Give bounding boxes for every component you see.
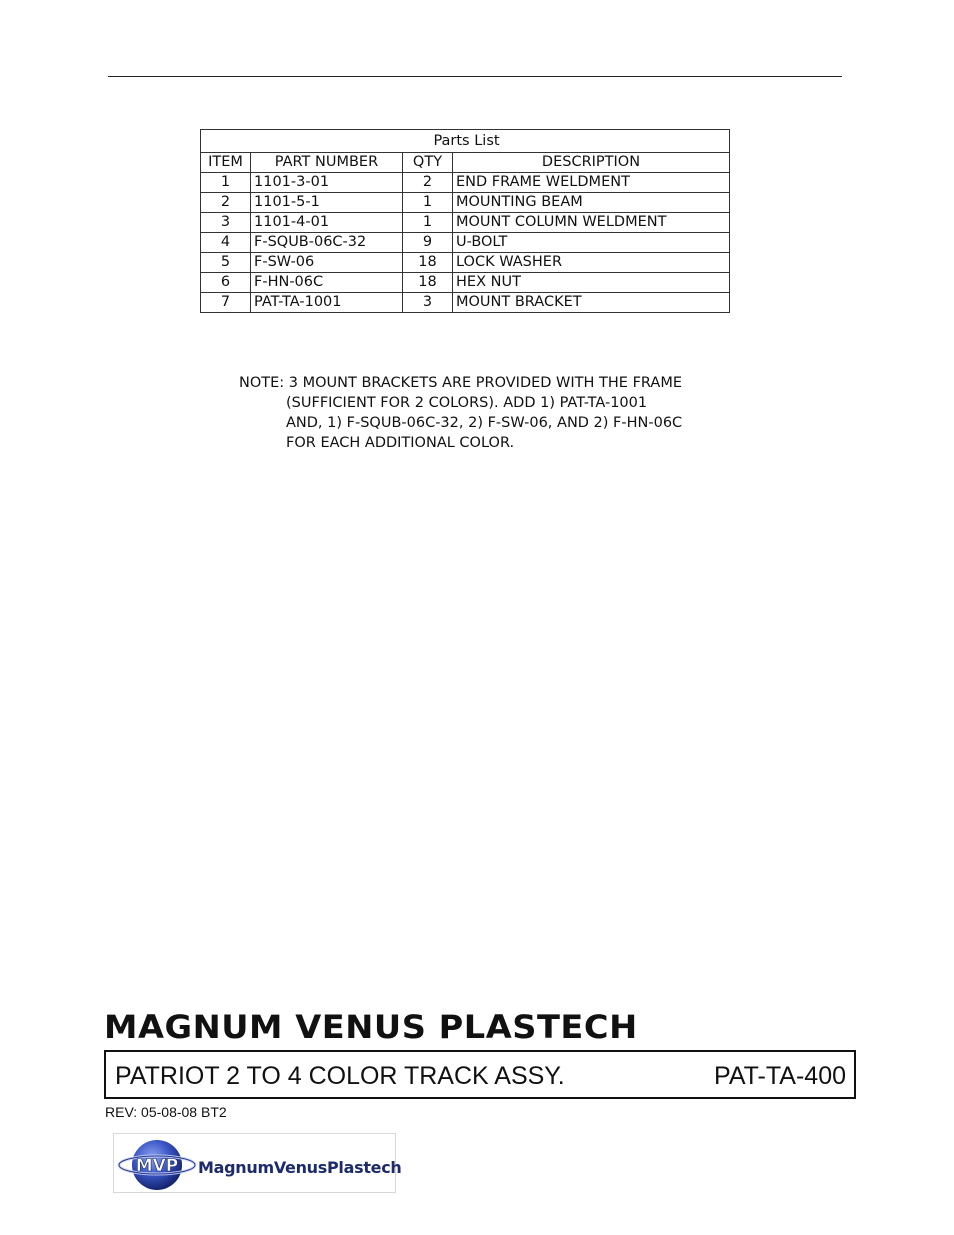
item-cell: 4	[201, 233, 251, 253]
note-line: (SUFFICIENT FOR 2 COLORS). ADD 1) PAT-TA-1001	[286, 395, 648, 411]
part-number-cell: F-HN-06C	[251, 273, 403, 293]
item-cell: 6	[201, 273, 251, 293]
qty-cell: 3	[403, 293, 453, 313]
qty-cell: 18	[403, 273, 453, 293]
item-cell: 5	[201, 253, 251, 273]
description-cell: U-BOLT	[453, 233, 730, 253]
note-line: NOTE: 3 MOUNT BRACKETS ARE PROVIDED WITH THE FRAME	[239, 375, 682, 391]
title-block	[104, 1050, 856, 1099]
part-number-cell: 1101-5-1	[251, 193, 403, 213]
table-row	[201, 233, 730, 253]
table-row	[201, 173, 730, 193]
item-cell: 2	[201, 193, 251, 213]
part-number-cell: F-SQUB-06C-32	[251, 233, 403, 253]
qty-cell: 9	[403, 233, 453, 253]
assembly-title: PATRIOT 2 TO 4 COLOR TRACK ASSY.	[115, 1062, 565, 1090]
company-name: MAGNUM VENUS PLASTECH	[104, 1008, 638, 1046]
qty-cell: 1	[403, 193, 453, 213]
parts-list-header-row	[201, 153, 730, 173]
part-number-cell: 1101-3-01	[251, 173, 403, 193]
column-header-item: ITEM	[201, 153, 251, 173]
item-cell: 7	[201, 293, 251, 313]
header-rule	[108, 76, 842, 77]
column-header-description: DESCRIPTION	[453, 153, 730, 173]
column-header-qty: QTY	[403, 153, 453, 173]
item-cell: 1	[201, 173, 251, 193]
description-cell: HEX NUT	[453, 273, 730, 293]
note-line: FOR EACH ADDITIONAL COLOR.	[286, 435, 515, 451]
assembly-note	[239, 373, 739, 453]
qty-cell: 2	[403, 173, 453, 193]
description-cell: END FRAME WELDMENT	[453, 173, 730, 193]
item-cell: 3	[201, 213, 251, 233]
column-header-part-number: PART NUMBER	[251, 153, 403, 173]
assembly-part-number: PAT-TA-400	[714, 1062, 846, 1090]
table-row	[201, 193, 730, 213]
part-number-cell: 1101-4-01	[251, 213, 403, 233]
part-number-cell: F-SW-06	[251, 253, 403, 273]
note-line: AND, 1) F-SQUB-06C-32, 2) F-SW-06, AND 2) F-HN-06C	[286, 415, 683, 431]
revision-label: REV: 05-08-08 BT2	[105, 1104, 227, 1120]
table-row	[201, 293, 730, 313]
parts-list-title: Parts List	[201, 130, 730, 153]
mvp-globe-icon	[117, 1136, 197, 1192]
description-cell: LOCK WASHER	[453, 253, 730, 273]
description-cell: MOUNT COLUMN WELDMENT	[453, 213, 730, 233]
parts-list-title-row	[201, 130, 730, 153]
part-number-cell: PAT-TA-1001	[251, 293, 403, 313]
qty-cell: 18	[403, 253, 453, 273]
logo-wordmark: MagnumVenusPlastech	[198, 1158, 402, 1177]
company-logo	[113, 1133, 402, 1193]
description-cell: MOUNTING BEAM	[453, 193, 730, 213]
description-cell: MOUNT BRACKET	[453, 293, 730, 313]
table-row	[201, 273, 730, 293]
logo-badge-text: MVP	[135, 1156, 179, 1176]
parts-list-table	[200, 129, 730, 313]
table-row	[201, 213, 730, 233]
qty-cell: 1	[403, 213, 453, 233]
table-row	[201, 253, 730, 273]
